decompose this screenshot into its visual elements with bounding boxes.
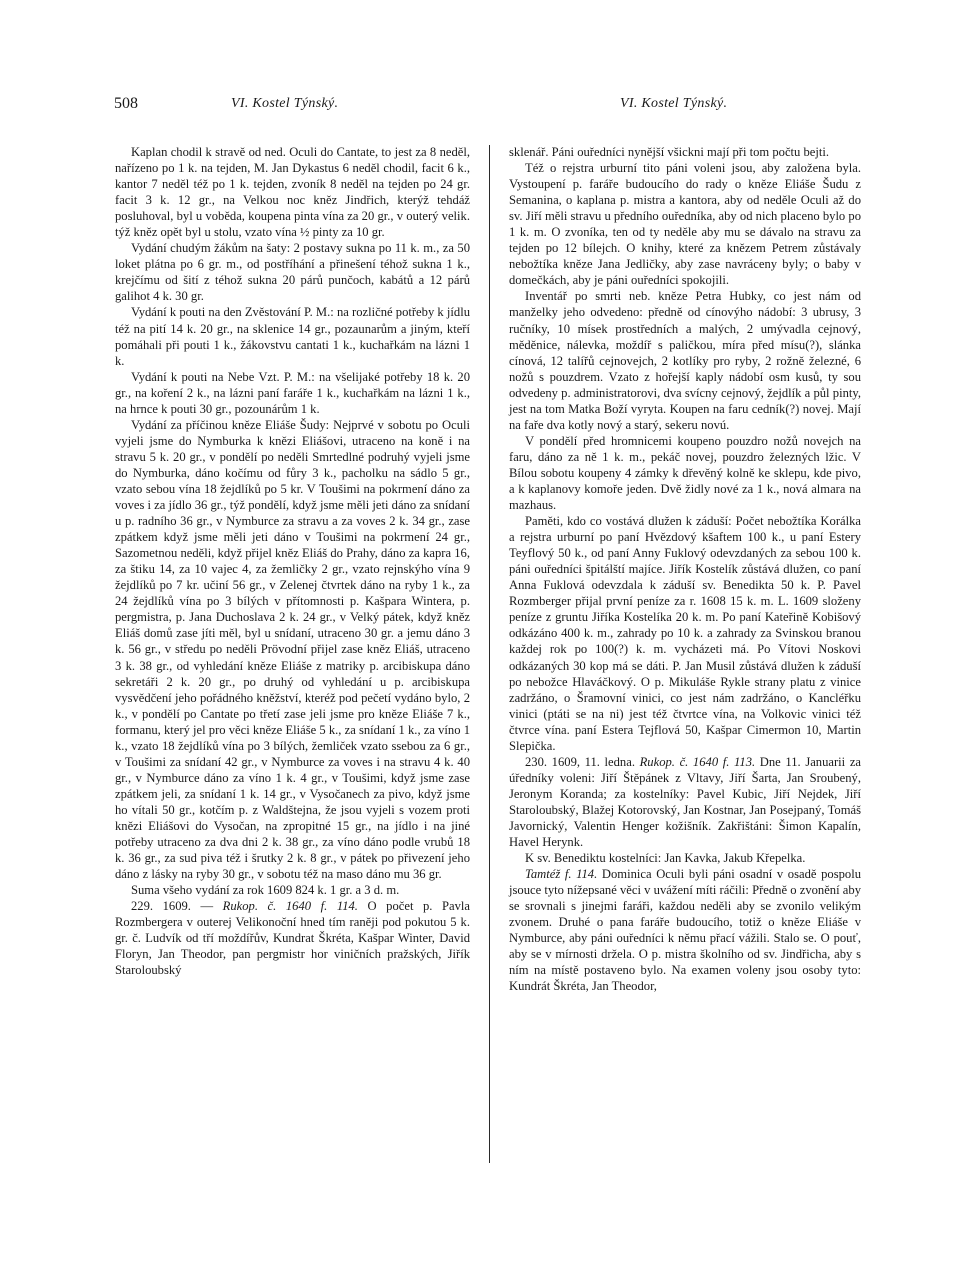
left-column (115, 144, 470, 978)
oculi-text: Dominica Oculi byli páni osadní v osadě pospolu jsouce tyto nížepsané věci v uvážení míti ráčili: Předně o zvonění aby se srovnali s jinejmi faráři, každou neděli aby se zvonilo velikým zvonem. Druhé o pana faráře budoucího, totiž o kněze Eliáše v Nymburce, aby páni ouředníci k němu přací vážili. Stalo se. O pouť, aby se v mírnosti držela. O p. mistra školního od sv. Jindřicha, aby s ním na místě postaveno bylo. Na examen voleny jsou osoby tyto: Kundrát Škréta, Jan Theodor, (509, 867, 862, 994)
paragraph-eliase-suda-expenses: Vydání za příčinou kněze Eliáše Šudy: Nejprvé v sobotu po Oculi vyjeli jsme do Nymburka k knězi Eliášovi, utraceno na koně i na stravu 5 k. 20 gr., v pondělí po neděli Smrtedlné podruhý vyjeli jsme do Nymburka, dáno kočímu od fůry 3 k., pacholku na sádlo 5 gr., vzato sebou vína 18 žejdlíků po 5 kr. V Toušimi na pokrmení dáno za voves i za jídlo 36 gr., týž pondělí, když jsme měli jeti dáno za snídaní u p. radního 36 gr., v Nymburce za stravu a za voves 2 k. 34 gr., zase zpátkem když jsme měli jeti dáno v Toušimi na pokrmení 24 gr., Sazometnou neděli, když přijel kněz Eliáš do Prahy, dáno za kapra 16, za štiku 14, za 10 vajec 4, za žemličky 2 gr., vzato rejnskýho vína 9 žejdlíků po 7 kr. učiní 56 gr., v Zelenej čtvrtek dáno na ryby 1 k., za 24 žejdlíků vína po 3 bílých v přítomnosti p. Kašpara Wintera, p. pergmistra, p. Jana Duchoslava 2 k. 24 gr., v Velký pátek, když kněz Eliáš domů zase jíti měl, byl u snídaní, utraceno 30 gr. a jemu dáno 3 k. 56 gr., v středu po neděli Prövodní přijel zase kněz Eliáš, utraceno 3 k. 38 gr., od vyhledání kněze Eliáše z matriky p. arcibiskupa dáno sekretáři 2 k. 20 gr., po druhý od vyhledání u p. arcibiskupa vysvědčení jeho pořádného kněžství, kteréž pod pečetí vydáno bylo, 2 k., v pondělí po Cantate po třetí zase jeli jsme pro kněze Eliáše 7 k., formanu, který jel pro věci kněze Eliáše 5 k., za snídaní 1 k., za víno 1 k., vzato 18 žejdlíků vína po 3 bílých, žemliček vzato ssebou za 6 gr., v Toušimi za snídaní 42 gr., v Nymburce za voves i na stravu 4 k. 40 gr., v Nymburce dáno za víno 1 k. 4 gr., v Toušimi, když jsme zase zpátkem jeli, za snídaní 1 k. 14 gr., v Vysočanech za pivo, když jsme ho vítali 50 gr., kotčím p. z Waldštejna, že jsou vyjeli s vozem proti knězi Eliášovi do Vysočan, na zpropitné 15 gr., na jídlo i na jiné potřeby utraceno za dva dni 2 k. 38 gr., za víno dáno podle vrubů 18 k. 36 gr., za sud piva též i šrutky 2 k. 8 gr., v pátek po přivezení jeho dáno z lásky na ryby 30 gr., v sobotu též na maso dáno mu 36 gr. (115, 417, 470, 882)
paragraph-benedict-churchwardens: K sv. Benediktu kostelníci: Jan Kavka, Jakub Křepelka. (525, 851, 806, 866)
page-header (0, 95, 960, 119)
paragraph-entry-229 (115, 898, 470, 978)
column-divider (489, 145, 490, 1163)
paragraph-debts: Paměti, kdo co vostává dlužen k záduší: Počet nebožtíka Korálka a rejstra urburní po paní Hvězdový kšaftem 100 k., u paní Estery Teyflový 50 k., od paní Anny Fuklový odevzdaných za sebou 100 k. páni ouředníci špitálští majíce. Jiřík Kostelík zůstává dlužen, co paní Anna Fuklová odevzdala k záduší sv. Benedikta 50 k. P. Pavel Rozmberger přijal první peníze za r. 1608 15 k. m. L. 1609 složeny peníze z gruntu Jiříka Kostelíka 20 k. m. Po paní Kateřině Kobišový odkázáno 400 k. m., zahrady po 10 k. a zahrady za Svinskou branou každej rok po 100(?) k. m. vycházeti má. Po Vítovi Noskovi odkázaných 30 kop má se dáti. P. Jan Musil zůstává dlužen k záduší po nebožce Hlaváčkový. O p. Mikuláše Rykle strany platu z vinice zadržáno, o Šramovní vinici, co jest nám zadržáno, o Kancléřku vinici (ptáti se na ni) jest též čtvrtce vína, na Volkovic vinici též čtvrce vína. paní Estera Tejflová 50, Kašpar Cimermon 10, Martin Slepička. (509, 514, 861, 753)
paragraph-registers: Též o rejstra urburní tito páni voleni jsou, aby založena byla. Vystoupení p. faráře budoucího do rady o kněze Eliáše Šudu z Semanina, o kaplana p. mistra a kantora, aby od neděle Oculi až do sv. Jiří měli stravu u předního ouředníka, aby od nich placeno bylo po 1 k. m. O zvoníka, ten od ty neděle aby mu se dávalo na stravu za tejden po 12 bílejch. O knihy, které za knězem Petrem zůstávaly nebožtíka kněze Jana Jedličky, aby zase navráceny byly; o baby v domečkách, aby je páni ouředníci spokojili. (509, 161, 861, 288)
right-column (509, 144, 861, 994)
entry-229-text: O počet p. Pavla Rozmbergera v outerej Velikonoční hned tím raněji pod pokutou 5 k. gr. č. Ludvík od tří moždířův, Kundrat Škréta, Kašpar Winter, David Floryn, Jan Theodor, pan pergmistr hor viničních pražských, Jiřík Staroloubský (115, 899, 470, 978)
paragraph-entry-230 (509, 754, 861, 850)
paragraph-annunciation-pilgrimage: Vydání k pouti na den Zvěstování P. M.: na rozličné potřeby k jídlu též na pití 14 k. 20 gr., na sklenice 14 gr., pozaunarům a jiným, kteří pomáhali při pouti 1 k., žákovstvu cantati 1 k., kuchařkám na lázni 1 k. (115, 305, 470, 368)
oculi-reference: Tamtéž f. 114. (525, 867, 598, 882)
entry-230-reference: Rukop. č. 1640 f. 113. (639, 754, 756, 769)
paragraph-purchases: V pondělí před hromnicemi koupeno pouzdro nožů novejch na faru, dáno za ně 1 k. m., pekáč novej, pouzdro železných lžic. V Bílou sobotu koupeny 4 zámky k dřevěný kolně ke sklepu, kde pivo, a k kaplanovy komoře jeden. Dvě židly nové za 1 k., nová almara na mazhaus. (509, 433, 861, 513)
running-head-left: VI. Kostel Týnský. (231, 96, 339, 111)
entry-230-lead: 230. 1609, 11. ledna. (525, 754, 640, 769)
paragraph-continuation: sklenář. Páni ouředníci nynější všickni mají při tom počtu bejti. (509, 145, 830, 159)
entry-230-text: Dne 11. Januarii za úředníky voleni: Jiří Štěpánek z Vltavy, Jiří Šarta, Jan Sroubený, Jeronym Koranda; za kostelníky: Pavel Kubic, Jiří Nejdek, Jiří Staroloubský, Blažej Kotorovský, Jan Kostnar, Jan Posejpaný, Tomáš Javornický, Valentin Henger kožišník. Zakřištáni: Šimon Kapalín, Havel Herynk. (509, 754, 861, 850)
entry-229-reference: Rukop. č. 1640 f. 114. (222, 899, 358, 914)
running-head-right: VI. Kostel Týnský. (620, 96, 728, 111)
paragraph-inventory: Inventář po smrti neb. kněze Petra Hubky, co jest nám od manželky jeho odvedeno: předně od cínovýho nádobí: 3 ubrusy, 3 ručníky, 10 mísek prostředních a malých, 2 umývadla cejnový, měděnice, nálevka, moždíř s paličkou, míra před mísu(?), slánka cínová, 12 talířů cejnovejch, 2 kotlíky pro ryby, 2 rožně železné, 6 nožů s pouzdrem. Vzato z hořejší kaply nádobí osm kusů, ty sou odvedeny p. administratorovi, dva svícny cejnový, žejdlík a půl pinty, jest na tom Matka Boží vyryta. Koupen na faru cedník(?) novej. Mají na faře dva kotly nový a starý, sekeru novú. (509, 289, 861, 432)
paragraph-total-expenses: Suma všeho vydání za rok 1609 824 k. 1 gr. a 3 d. m. (131, 883, 400, 898)
paragraph-poor-students-clothing: Vydání chudým žákům na šaty: 2 postavy sukna po 11 k. m., za 50 loket plátna po 6 gr. m., od postříhání a přinešení téhož sukna 1 k., krejčímu od šití z téhož sukna 20 párů punčoch, kabátů a 12 párů galihot 4 k. 30 gr. (115, 241, 470, 304)
paragraph-oculi-meeting (509, 866, 861, 994)
paragraph-assumption-pilgrimage: Vydání k pouti na Nebe Vzt. P. M.: na všelijaké potřeby 18 k. 20 gr., na koření 2 k., na lázni paní faráře 1 k., kuchařkám na lázni 1 k., na hrnce k pouti 30 gr., pozounárům 1 k. (115, 369, 470, 416)
paragraph-chaplain-board: Kaplan chodil k stravě od ned. Oculi do Cantate, to jest za 8 neděl, nařízeno po 1 k. na tejden, M. Jan Dykastus 6 neděl chodil, facit 6 k., kantor 7 neděl též po 1 k. tejden, zvoník 8 neděl na tejden po 24 gr. facit 3 k. 12 gr., na Velkou noc kněz Jindřich, kterýž tehdáž posluhoval, byl u voběda, koupena pinta vína za 20 gr., v outerý velik. týž kněz opět byl u stolu, vzato vína ½ pinty za 10 gr. (115, 145, 470, 240)
page-number: 508 (114, 95, 138, 112)
entry-229-lead: 229. 1609. — (131, 899, 223, 914)
